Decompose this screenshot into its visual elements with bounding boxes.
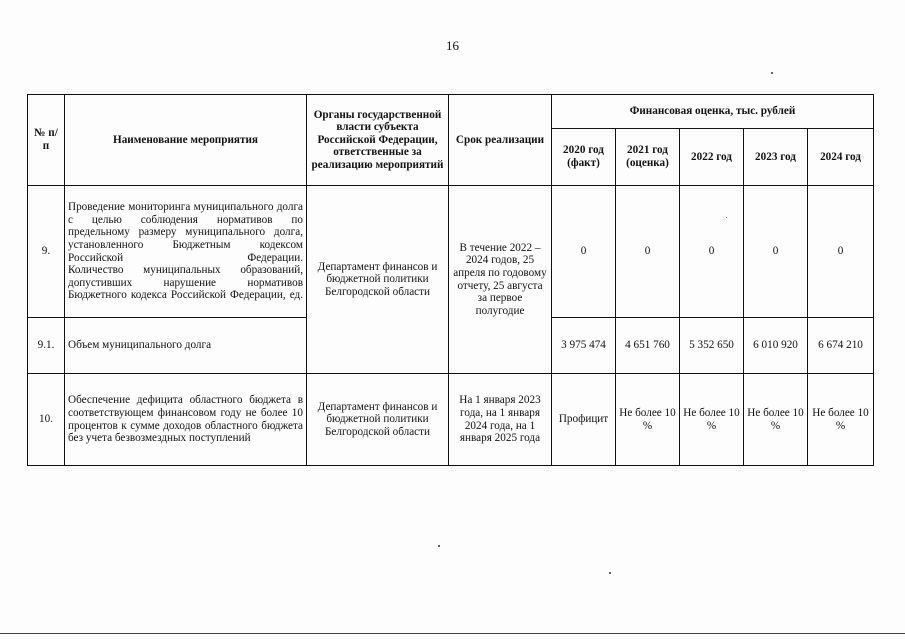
row-9-value-2020: 0 <box>552 186 616 318</box>
row-10-num: 10. <box>28 374 65 466</box>
row-9-1-value-2022: 5 352 650 <box>680 318 744 374</box>
row-9-1-name: Объем муниципального долга <box>65 318 307 374</box>
row-10-value-2021: Не более 10 % <box>616 374 680 466</box>
row-10-value-2023: Не более 10 % <box>744 374 808 466</box>
row-9-num: 9. <box>28 186 65 318</box>
header-row <box>28 95 874 129</box>
financial-measures-table <box>27 94 874 466</box>
header-year-2022: 2022 год <box>680 129 744 186</box>
header-name: Наименование мероприятия <box>65 95 307 186</box>
row-9-1-num: 9.1. <box>28 318 65 374</box>
header-year-2023: 2023 год <box>744 129 808 186</box>
scan-speck <box>771 72 773 74</box>
row-9-value-2024: 0 <box>808 186 874 318</box>
header-org: Органы государственной власти субъекта Российской Федерации, ответственные за реализацию мероприятий <box>307 95 449 186</box>
row-10-value-2020: Профицит <box>552 374 616 466</box>
row-9-name-part1: Проведение мониторинга муниципального долга с целью соблюдения нормативов по предельному размеру муниципального долга, установленного Бюджетным кодексом Российской Федерации. <box>68 201 303 264</box>
scan-edge-line <box>0 633 905 634</box>
scan-speck <box>438 545 440 547</box>
row-9-value-2021: 0 <box>616 186 680 318</box>
row-9-1-value-2023: 6 010 920 <box>744 318 808 374</box>
header-num: № п/п <box>28 95 65 186</box>
row-9-org: Департамент финансов и бюджетной политики Белгородской области <box>307 186 449 374</box>
row-9-1-value-2021: 4 651 760 <box>616 318 680 374</box>
header-financial-estimate: Финансовая оценка, тыс. рублей <box>552 95 874 129</box>
row-10-org: Департамент финансов и бюджетной политики Белгородской области <box>307 374 449 466</box>
row-10-name: Обеспечение дефицита областного бюджета в соответствующем финансовом году не более 10 процентов к сумме доходов областного бюджета без учета безвозмездных поступлений <box>65 374 307 466</box>
row-10-value-2024: Не более 10 % <box>808 374 874 466</box>
table-row <box>28 374 874 466</box>
header-year-2021: 2021 год (оценка) <box>616 129 680 186</box>
row-9-1-value-2020: 3 975 474 <box>552 318 616 374</box>
row-10-value-2022: Не более 10 % <box>680 374 744 466</box>
row-9-value-2022: 0 <box>680 186 744 318</box>
row-9-1-value-2024: 6 674 210 <box>808 318 874 374</box>
header-year-2020: 2020 год (факт) <box>552 129 616 186</box>
row-9-value-2023: 0 <box>744 186 808 318</box>
header-term: Срок реализации <box>449 95 552 186</box>
table-row <box>28 186 874 318</box>
page-number: 16 <box>446 38 459 53</box>
header-year-2024: 2024 год <box>808 129 874 186</box>
row-9-name-part2: Количество муниципальных образований, допустивших нарушение нормативов Бюджетного кодекса Российской Федерации, ед. <box>68 264 303 302</box>
row-9-name <box>65 186 307 318</box>
row-10-term: На 1 января 2023 года, на 1 января 2024 года, на 1 января 2025 года <box>449 374 552 466</box>
scan-speck <box>609 572 611 574</box>
row-9-term: В течение 2022 – 2024 годов, 25 апреля по годовому отчету, 25 августа за первое полугодие <box>449 186 552 374</box>
